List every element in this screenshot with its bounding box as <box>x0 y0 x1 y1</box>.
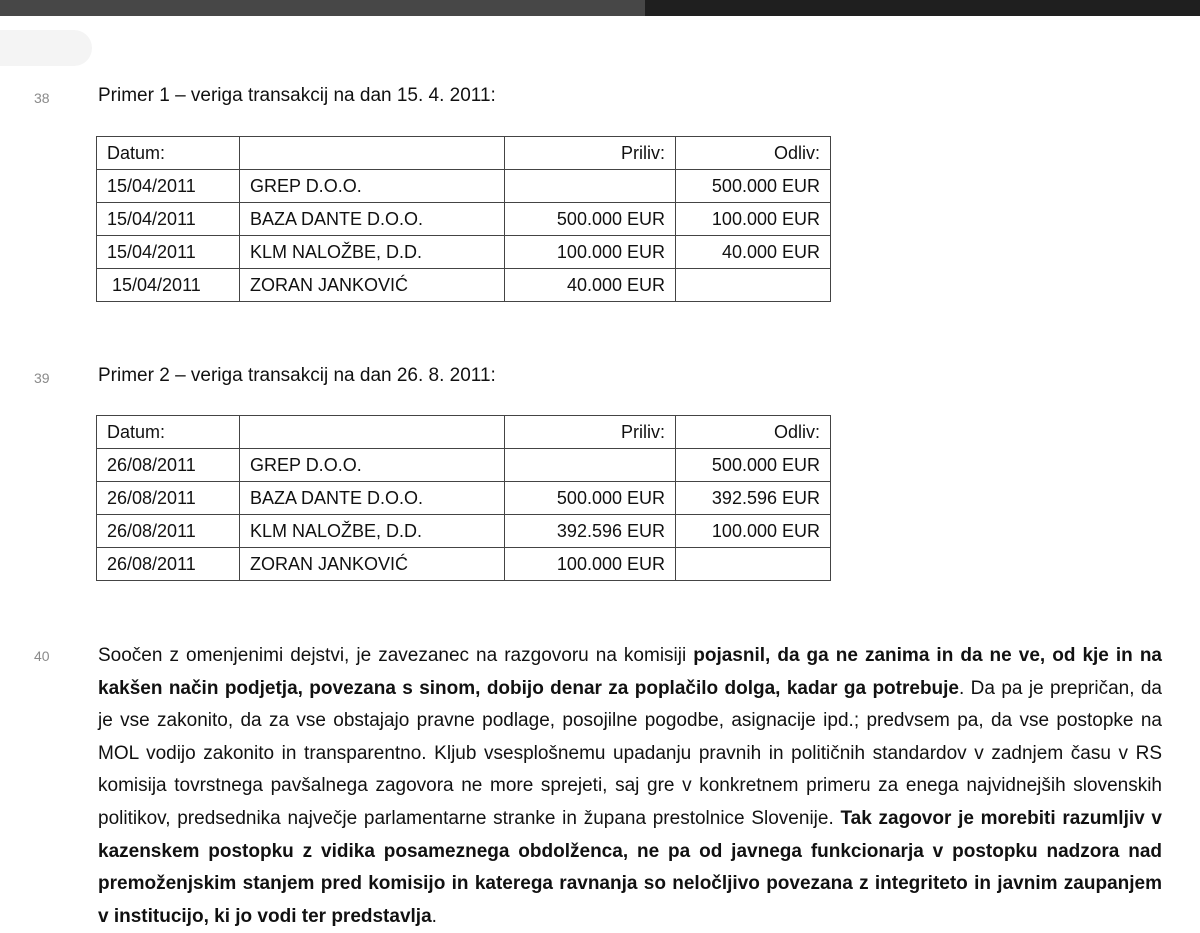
cell-date: 15/04/2011 <box>97 203 240 236</box>
cell-date: 26/08/2011 <box>97 482 240 515</box>
cell-date: 26/08/2011 <box>97 515 240 548</box>
cell-outflow: 500.000 EUR <box>676 170 831 203</box>
text-segment: Soočen z omenjenimi dejstvi, je zavezanec na razgovoru na komisiji <box>98 645 694 666</box>
text-segment: . Da pa je prepričan, da je vse zakonito, da za vse obstajajo pravne podlage, posojilne pogodbe, asignacije ipd.; predvsem pa, da vse postopke na MOL vodijo zakonito in transparentno. Kljub vsesplošnemu upadanju pravnih in političnih standardov v zadnjem času v RS komisija tovrstnega pavšalnega zagovora ne more sprejeti, saj gre v konkretnem primeru za enega najvidnejših slovenskih politikov, predsednika največje parlamentarne stranke in župana prestolnice Slovenije. <box>98 677 1162 829</box>
table-header-row <box>97 137 831 170</box>
cell-date: 15/04/2011 <box>97 269 240 302</box>
text-segment: . <box>431 905 437 927</box>
example-1-title: Primer 1 – veriga transakcij na dan 15. 4. 2011: <box>98 85 496 106</box>
header-inflow: Priliv: <box>505 137 676 170</box>
cell-name: GREP D.O.O. <box>240 449 505 482</box>
cell-name: KLM NALOŽBE, D.D. <box>240 236 505 269</box>
cell-name: ZORAN JANKOVIĆ <box>240 548 505 581</box>
table-row <box>97 269 831 302</box>
example-2-title: Primer 2 – veriga transakcij na dan 26. 8. 2011: <box>98 365 496 386</box>
cell-inflow: 40.000 EUR <box>505 269 676 302</box>
table-row <box>97 548 831 581</box>
example-1-table <box>96 136 831 302</box>
viewer-top-bar <box>0 0 1200 16</box>
table-header-row <box>97 416 831 449</box>
cell-inflow: 100.000 EUR <box>505 548 676 581</box>
cell-inflow: 500.000 EUR <box>505 482 676 515</box>
cell-inflow <box>505 449 676 482</box>
cell-date: 15/04/2011 <box>97 236 240 269</box>
header-date: Datum: <box>97 137 240 170</box>
table-row <box>97 515 831 548</box>
header-date: Datum: <box>97 416 240 449</box>
cell-name: ZORAN JANKOVIĆ <box>240 269 505 302</box>
cell-outflow: 40.000 EUR <box>676 236 831 269</box>
table-row <box>97 449 831 482</box>
table-row <box>97 170 831 203</box>
cell-inflow: 392.596 EUR <box>505 515 676 548</box>
cell-date: 26/08/2011 <box>97 449 240 482</box>
paragraph-number: 40 <box>34 648 50 664</box>
header-outflow: Odliv: <box>676 137 831 170</box>
header-name <box>240 416 505 449</box>
page-indicator-pill[interactable] <box>0 30 92 66</box>
viewer-top-bar-right <box>645 0 1200 16</box>
table-row <box>97 203 831 236</box>
header-inflow: Priliv: <box>505 416 676 449</box>
cell-outflow: 100.000 EUR <box>676 203 831 236</box>
cell-name: KLM NALOŽBE, D.D. <box>240 515 505 548</box>
cell-outflow: 500.000 EUR <box>676 449 831 482</box>
bold-text-segment: Tak zagovor je morebiti razumljiv v kazenskem postopku z vidika posameznega obdolženca, ne pa od javnega funkcionarja v postopku nadzora nad premoženjskim stanjem pred komisijo in katerega ravnanja so neločljivo povezana z integriteto in javnim zaupanjem v institucijo, ki jo vodi ter predstavlja <box>98 807 1162 927</box>
paragraph-number: 38 <box>34 90 50 106</box>
cell-outflow: 392.596 EUR <box>676 482 831 515</box>
paragraph-number: 39 <box>34 370 50 386</box>
cell-name: GREP D.O.O. <box>240 170 505 203</box>
cell-date: 26/08/2011 <box>97 548 240 581</box>
cell-date: 15/04/2011 <box>97 170 240 203</box>
table-row <box>97 482 831 515</box>
cell-inflow: 500.000 EUR <box>505 203 676 236</box>
cell-outflow <box>676 269 831 302</box>
bold-text-segment: pojasnil, da ga ne zanima in da ne ve, od kje in na kakšen način podjetja, povezana s sinom, dobijo denar za poplačilo dolga, kadar ga potrebuje <box>98 645 1162 699</box>
cell-outflow: 100.000 EUR <box>676 515 831 548</box>
table-row <box>97 236 831 269</box>
header-name <box>240 137 505 170</box>
viewer-top-bar-left <box>0 0 645 16</box>
cell-inflow: 100.000 EUR <box>505 236 676 269</box>
cell-inflow <box>505 170 676 203</box>
cell-name: BAZA DANTE D.O.O. <box>240 482 505 515</box>
example-2-table <box>96 415 831 581</box>
cell-name: BAZA DANTE D.O.O. <box>240 203 505 236</box>
body-paragraph <box>98 640 1162 933</box>
header-outflow: Odliv: <box>676 416 831 449</box>
cell-outflow <box>676 548 831 581</box>
